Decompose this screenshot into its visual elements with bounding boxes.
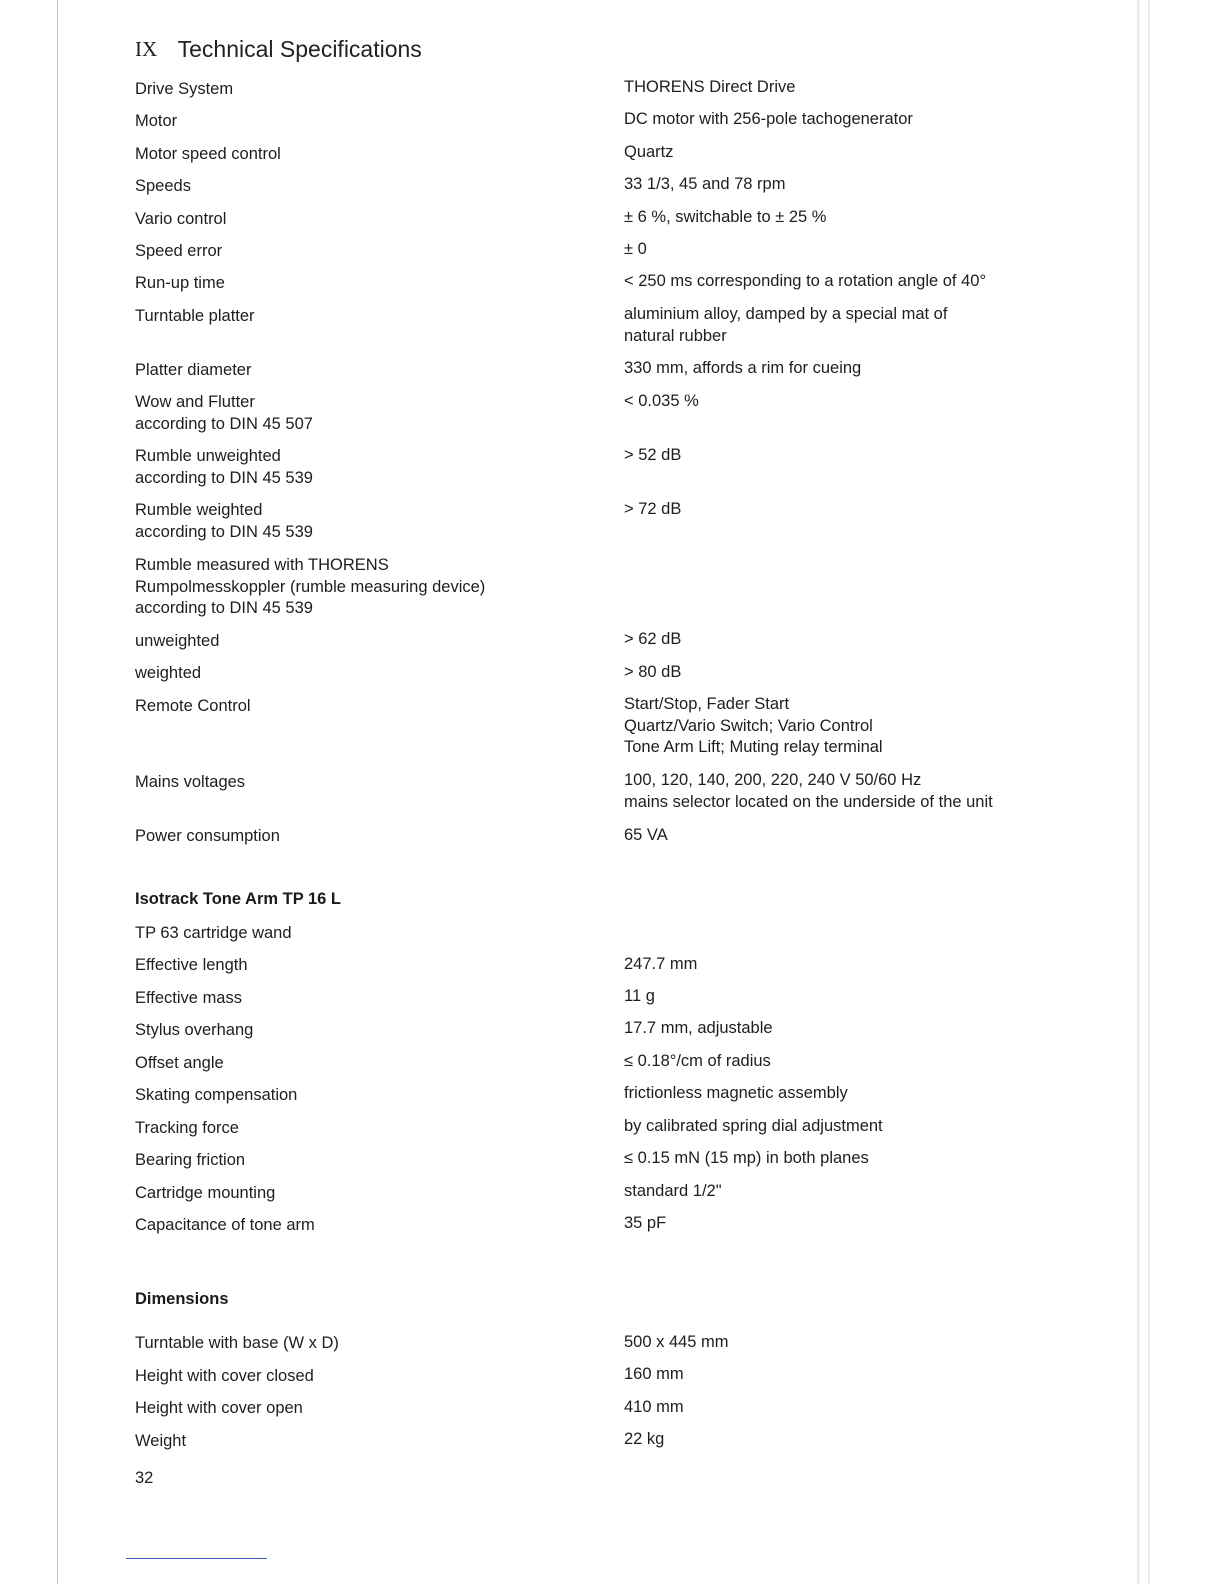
tonearm-label: Offset angle — [135, 1054, 224, 1072]
spec-value: < 0.035 % — [624, 392, 699, 410]
spec-value: DC motor with 256-pole tachogenerator — [624, 110, 913, 128]
tonearm-label: Capacitance of tone arm — [135, 1216, 315, 1234]
page-left-edge — [57, 0, 58, 1584]
spec-label: Platter diameter — [135, 361, 252, 379]
spec-value: 100, 120, 140, 200, 220, 240 V 50/60 Hz mains selector located on the underside of the unit — [624, 771, 993, 811]
spec-value: > 62 dB — [624, 630, 682, 648]
spec-label: Drive System — [135, 80, 234, 98]
spec-value: Start/Stop, Fader Start Quartz/Vario Switch; Vario Control Tone Arm Lift; Muting relay terminal — [624, 695, 883, 756]
spec-value: > 72 dB — [624, 500, 682, 518]
page-title: Technical Specifications — [177, 36, 422, 62]
tonearm-label: Cartridge mounting — [135, 1184, 276, 1202]
tonearm-value: 35 pF — [624, 1214, 667, 1232]
tonearm-label: Effective length — [135, 956, 248, 974]
tonearm-label: TP 63 cartridge wand — [135, 924, 292, 942]
spec-value: 33 1/3, 45 and 78 rpm — [624, 175, 786, 193]
spec-value: ± 6 %, switchable to ± 25 % — [624, 208, 827, 226]
tonearm-value: ≤ 0.18°/cm of radius — [624, 1052, 771, 1070]
spec-value: > 80 dB — [624, 663, 682, 681]
dimension-label: Height with cover open — [135, 1399, 303, 1417]
section-number: IX — [135, 37, 158, 61]
spec-label: Remote Control — [135, 697, 251, 715]
page-right-edge-shadow — [1148, 0, 1150, 1584]
spec-value: Quartz — [624, 143, 674, 161]
spec-label: Motor speed control — [135, 145, 281, 163]
spec-label: weighted — [135, 664, 202, 682]
spec-label: Rumble measured with THORENS Rumpolmesskoppler (rumble measuring device) according to DIN 45 539 — [135, 556, 486, 617]
tonearm-value: 11 g — [624, 987, 655, 1005]
spec-label: Turntable platter — [135, 307, 255, 325]
tonearm-label: Bearing friction — [135, 1151, 246, 1169]
spec-value: ± 0 — [624, 240, 647, 258]
tonearm-value: 17.7 mm, adjustable — [624, 1019, 773, 1037]
tonearm-value: standard 1/2" — [624, 1182, 722, 1200]
spec-label: unweighted — [135, 632, 220, 650]
tonearm-label: Stylus overhang — [135, 1021, 254, 1039]
dimension-label: Weight — [135, 1432, 187, 1450]
spec-label: Power consumption — [135, 827, 280, 845]
spec-value: > 52 dB — [624, 446, 682, 464]
spec-value: THORENS Direct Drive — [624, 78, 796, 96]
spec-label: Vario control — [135, 210, 227, 228]
dimension-value: 410 mm — [624, 1398, 684, 1416]
spec-label: Run-up time — [135, 274, 225, 292]
spec-value: < 250 ms corresponding to a rotation angle of 40° — [624, 272, 987, 290]
page-number: 32 — [135, 1469, 154, 1487]
spec-value: aluminium alloy, damped by a special mat of natural rubber — [624, 305, 948, 345]
spec-label: Speed error — [135, 242, 223, 260]
dimension-value: 500 x 445 mm — [624, 1333, 729, 1351]
tonearm-value: by calibrated spring dial adjustment — [624, 1117, 883, 1135]
tonearm-label: Skating compensation — [135, 1086, 298, 1104]
spec-label: Wow and Flutter according to DIN 45 507 — [135, 393, 313, 433]
tonearm-label: Tracking force — [135, 1119, 239, 1137]
dimension-label: Height with cover closed — [135, 1367, 314, 1385]
tonearm-label: Effective mass — [135, 989, 242, 1007]
spec-value: 330 mm, affords a rim for cueing — [624, 359, 862, 377]
spec-label: Motor — [135, 112, 178, 130]
footer-rule — [126, 1558, 267, 1559]
tonearm-value: frictionless magnetic assembly — [624, 1084, 848, 1102]
dimension-value: 22 kg — [624, 1430, 665, 1448]
spec-label: Rumble unweighted according to DIN 45 539 — [135, 447, 313, 487]
dimension-value: 160 mm — [624, 1365, 684, 1383]
page-right-edge — [1137, 0, 1140, 1584]
spec-label: Mains voltages — [135, 773, 246, 791]
tonearm-value: ≤ 0.15 mN (15 mp) in both planes — [624, 1149, 869, 1167]
section-heading — [135, 36, 422, 68]
dimension-label: Turntable with base (W x D) — [135, 1334, 339, 1352]
tonearm-value: 247.7 mm — [624, 955, 698, 973]
spec-value: 65 VA — [624, 826, 668, 844]
tonearm-heading: Isotrack Tone Arm TP 16 L — [135, 890, 342, 908]
spec-label: Speeds — [135, 177, 191, 195]
dimensions-heading: Dimensions — [135, 1290, 229, 1308]
spec-label: Rumble weighted according to DIN 45 539 — [135, 501, 313, 541]
